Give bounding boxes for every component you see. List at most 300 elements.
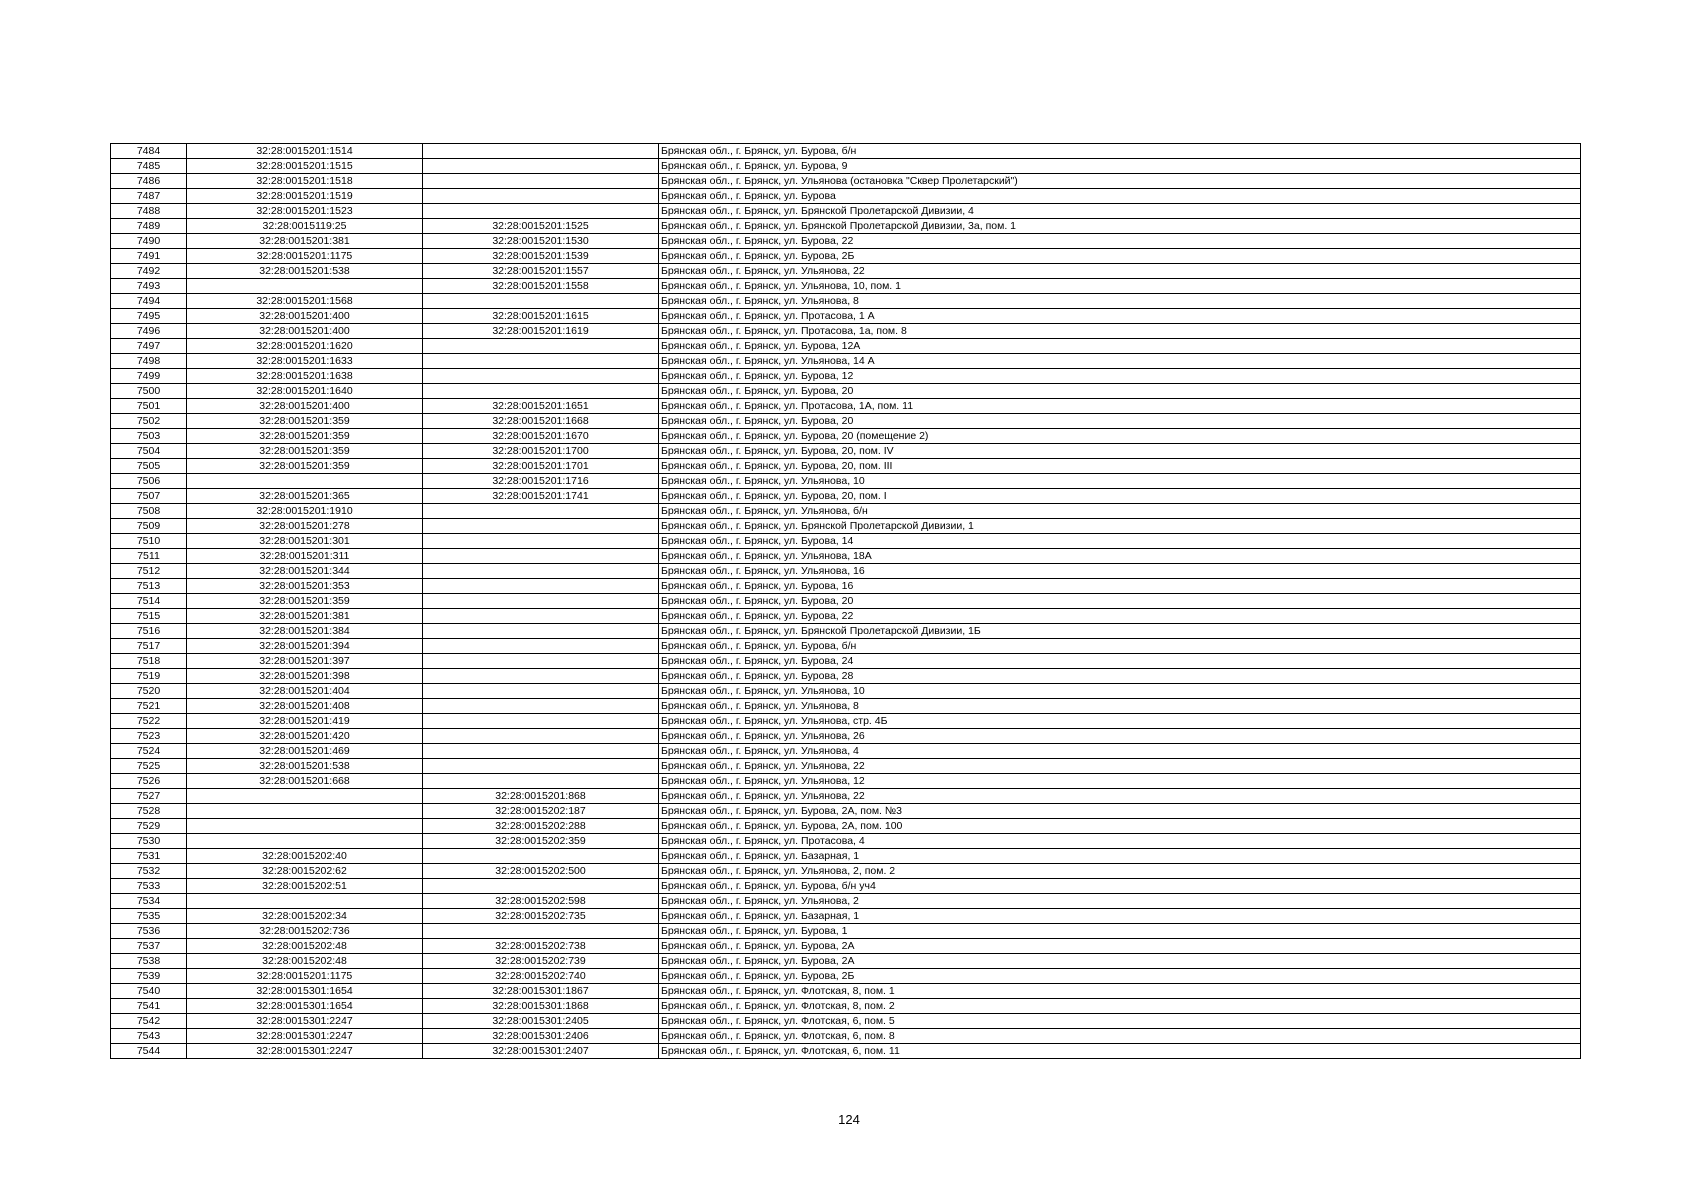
cadastral-number-cell: 32:28:0015201:365	[187, 489, 423, 504]
table-row	[111, 909, 1581, 924]
table-row	[111, 894, 1581, 909]
cadastral-number-cell: 32:28:0015301:2247	[187, 1014, 423, 1029]
table-row	[111, 519, 1581, 534]
row-number-cell: 7500	[111, 384, 187, 399]
address-cell: Брянская обл., г. Брянск, ул. Бурова, 2Б	[659, 249, 1581, 264]
address-cell: Брянская обл., г. Брянск, ул. Бурова, 20, пом. III	[659, 459, 1581, 474]
cadastral-number-cell: 32:28:0015201:538	[187, 759, 423, 774]
row-number-cell: 7541	[111, 999, 187, 1014]
cadastral-number-cell: 32:28:0015201:400	[187, 399, 423, 414]
row-number-cell: 7498	[111, 354, 187, 369]
related-cadastral-number-cell	[423, 144, 659, 159]
row-number-cell: 7493	[111, 279, 187, 294]
row-number-cell: 7544	[111, 1044, 187, 1059]
related-cadastral-number-cell	[423, 174, 659, 189]
cadastral-number-cell: 32:28:0015201:353	[187, 579, 423, 594]
address-cell: Брянская обл., г. Брянск, ул. Брянской Пролетарской Дивизии, 3а, пом. 1	[659, 219, 1581, 234]
cadastral-number-cell: 32:28:0015201:381	[187, 609, 423, 624]
cadastral-number-cell: 32:28:0015202:48	[187, 939, 423, 954]
table-row	[111, 849, 1581, 864]
cadastral-number-cell: 32:28:0015202:736	[187, 924, 423, 939]
row-number-cell: 7491	[111, 249, 187, 264]
address-cell: Брянская обл., г. Брянск, ул. Ульянова, стр. 4Б	[659, 714, 1581, 729]
cadastral-number-cell	[187, 834, 423, 849]
cadastral-number-cell: 32:28:0015201:359	[187, 414, 423, 429]
related-cadastral-number-cell	[423, 669, 659, 684]
row-number-cell: 7495	[111, 309, 187, 324]
cadastral-number-cell: 32:28:0015301:2247	[187, 1044, 423, 1059]
address-cell: Брянская обл., г. Брянск, ул. Ульянова, 10, пом. 1	[659, 279, 1581, 294]
address-cell: Брянская обл., г. Брянск, ул. Ульянова, 12	[659, 774, 1581, 789]
cadastral-number-cell: 32:28:0015201:301	[187, 534, 423, 549]
row-number-cell: 7540	[111, 984, 187, 999]
related-cadastral-number-cell: 32:28:0015201:1539	[423, 249, 659, 264]
address-cell: Брянская обл., г. Брянск, ул. Бурова, 14	[659, 534, 1581, 549]
table-row	[111, 684, 1581, 699]
related-cadastral-number-cell: 32:28:0015301:1867	[423, 984, 659, 999]
row-number-cell: 7537	[111, 939, 187, 954]
table-row	[111, 789, 1581, 804]
table-row	[111, 834, 1581, 849]
address-cell: Брянская обл., г. Брянск, ул. Бурова, 20 (помещение 2)	[659, 429, 1581, 444]
related-cadastral-number-cell: 32:28:0015201:1741	[423, 489, 659, 504]
address-cell: Брянская обл., г. Брянск, ул. Флотская, 6, пом. 8	[659, 1029, 1581, 1044]
row-number-cell: 7524	[111, 744, 187, 759]
cadastral-number-cell: 32:28:0015201:311	[187, 549, 423, 564]
row-number-cell: 7531	[111, 849, 187, 864]
related-cadastral-number-cell	[423, 204, 659, 219]
cadastral-number-cell: 32:28:0015201:381	[187, 234, 423, 249]
row-number-cell: 7497	[111, 339, 187, 354]
related-cadastral-number-cell	[423, 384, 659, 399]
related-cadastral-number-cell	[423, 699, 659, 714]
row-number-cell: 7501	[111, 399, 187, 414]
row-number-cell: 7521	[111, 699, 187, 714]
related-cadastral-number-cell: 32:28:0015301:1868	[423, 999, 659, 1014]
related-cadastral-number-cell	[423, 564, 659, 579]
address-cell: Брянская обл., г. Брянск, ул. Бурова	[659, 189, 1581, 204]
address-cell: Брянская обл., г. Брянск, ул. Бурова, 22	[659, 234, 1581, 249]
table-row	[111, 444, 1581, 459]
cadastral-number-cell: 32:28:0015201:420	[187, 729, 423, 744]
table-row	[111, 174, 1581, 189]
row-number-cell: 7533	[111, 879, 187, 894]
cadastral-number-cell	[187, 279, 423, 294]
table-row	[111, 804, 1581, 819]
cadastral-number-cell: 32:28:0015201:408	[187, 699, 423, 714]
address-cell: Брянская обл., г. Брянск, ул. Базарная, 1	[659, 909, 1581, 924]
address-cell: Брянская обл., г. Брянск, ул. Бурова, б/н уч4	[659, 879, 1581, 894]
address-cell: Брянская обл., г. Брянск, ул. Бурова, 28	[659, 669, 1581, 684]
row-number-cell: 7518	[111, 654, 187, 669]
address-cell: Брянская обл., г. Брянск, ул. Протасова, 1А, пом. 11	[659, 399, 1581, 414]
related-cadastral-number-cell	[423, 534, 659, 549]
related-cadastral-number-cell: 32:28:0015201:868	[423, 789, 659, 804]
cadastral-number-cell: 32:28:0015201:1638	[187, 369, 423, 384]
address-cell: Брянская обл., г. Брянск, ул. Ульянова, 22	[659, 789, 1581, 804]
row-number-cell: 7543	[111, 1029, 187, 1044]
related-cadastral-number-cell: 32:28:0015201:1700	[423, 444, 659, 459]
row-number-cell: 7535	[111, 909, 187, 924]
cadastral-number-cell	[187, 819, 423, 834]
table-row	[111, 594, 1581, 609]
related-cadastral-number-cell: 32:28:0015202:288	[423, 819, 659, 834]
row-number-cell: 7509	[111, 519, 187, 534]
table-row	[111, 1014, 1581, 1029]
related-cadastral-number-cell: 32:28:0015202:500	[423, 864, 659, 879]
table-row	[111, 864, 1581, 879]
table-row	[111, 774, 1581, 789]
cadastral-number-cell: 32:28:0015201:384	[187, 624, 423, 639]
table-row	[111, 879, 1581, 894]
row-number-cell: 7505	[111, 459, 187, 474]
cadastral-number-cell: 32:28:0015201:359	[187, 444, 423, 459]
address-cell: Брянская обл., г. Брянск, ул. Ульянова, 14 А	[659, 354, 1581, 369]
address-cell: Брянская обл., г. Брянск, ул. Бурова, 20	[659, 594, 1581, 609]
related-cadastral-number-cell	[423, 189, 659, 204]
related-cadastral-number-cell	[423, 654, 659, 669]
table-row	[111, 339, 1581, 354]
related-cadastral-number-cell: 32:28:0015202:735	[423, 909, 659, 924]
related-cadastral-number-cell	[423, 684, 659, 699]
related-cadastral-number-cell	[423, 549, 659, 564]
table-row	[111, 414, 1581, 429]
cadastral-number-cell: 32:28:0015301:1654	[187, 984, 423, 999]
related-cadastral-number-cell	[423, 849, 659, 864]
related-cadastral-number-cell	[423, 744, 659, 759]
cadastral-number-cell: 32:28:0015201:469	[187, 744, 423, 759]
cadastral-number-cell	[187, 804, 423, 819]
cadastral-number-cell: 32:28:0015201:400	[187, 309, 423, 324]
table-row	[111, 399, 1581, 414]
address-cell: Брянская обл., г. Брянск, ул. Бурова, 2А	[659, 954, 1581, 969]
related-cadastral-number-cell: 32:28:0015202:739	[423, 954, 659, 969]
row-number-cell: 7508	[111, 504, 187, 519]
table-row	[111, 924, 1581, 939]
row-number-cell: 7489	[111, 219, 187, 234]
cadastral-number-cell: 32:28:0015201:668	[187, 774, 423, 789]
address-cell: Брянская обл., г. Брянск, ул. Флотская, 8, пом. 1	[659, 984, 1581, 999]
row-number-cell: 7499	[111, 369, 187, 384]
related-cadastral-number-cell	[423, 159, 659, 174]
cadastral-number-cell: 32:28:0015202:62	[187, 864, 423, 879]
cadastral-number-cell: 32:28:0015201:359	[187, 459, 423, 474]
related-cadastral-number-cell	[423, 369, 659, 384]
address-cell: Брянская обл., г. Брянск, ул. Брянской Пролетарской Дивизии, 4	[659, 204, 1581, 219]
address-cell: Брянская обл., г. Брянск, ул. Ульянова (остановка "Сквер Пролетарский")	[659, 174, 1581, 189]
cadastral-number-cell: 32:28:0015201:398	[187, 669, 423, 684]
table-row	[111, 759, 1581, 774]
table-row	[111, 1044, 1581, 1059]
table-row	[111, 264, 1581, 279]
cadastral-number-cell: 32:28:0015201:1640	[187, 384, 423, 399]
address-cell: Брянская обл., г. Брянск, ул. Флотская, 6, пом. 5	[659, 1014, 1581, 1029]
row-number-cell: 7523	[111, 729, 187, 744]
address-cell: Брянская обл., г. Брянск, ул. Ульянова, 18А	[659, 549, 1581, 564]
table-row	[111, 159, 1581, 174]
table-row	[111, 369, 1581, 384]
address-cell: Брянская обл., г. Брянск, ул. Бурова, 24	[659, 654, 1581, 669]
related-cadastral-number-cell	[423, 339, 659, 354]
related-cadastral-number-cell: 32:28:0015301:2405	[423, 1014, 659, 1029]
table-row	[111, 429, 1581, 444]
table-row	[111, 474, 1581, 489]
cadastral-number-cell: 32:28:0015201:359	[187, 594, 423, 609]
cadastral-number-cell: 32:28:0015202:34	[187, 909, 423, 924]
table-row	[111, 219, 1581, 234]
cadastral-number-cell: 32:28:0015201:1519	[187, 189, 423, 204]
related-cadastral-number-cell: 32:28:0015201:1615	[423, 309, 659, 324]
row-number-cell: 7492	[111, 264, 187, 279]
table-row	[111, 309, 1581, 324]
row-number-cell: 7530	[111, 834, 187, 849]
related-cadastral-number-cell	[423, 294, 659, 309]
table-row	[111, 459, 1581, 474]
row-number-cell: 7520	[111, 684, 187, 699]
related-cadastral-number-cell	[423, 609, 659, 624]
row-number-cell: 7487	[111, 189, 187, 204]
address-cell: Брянская обл., г. Брянск, ул. Бурова, 20, пом. IV	[659, 444, 1581, 459]
row-number-cell: 7502	[111, 414, 187, 429]
related-cadastral-number-cell: 32:28:0015202:738	[423, 939, 659, 954]
cadastral-number-cell: 32:28:0015201:397	[187, 654, 423, 669]
cadastral-number-cell: 32:28:0015201:400	[187, 324, 423, 339]
table-row	[111, 609, 1581, 624]
row-number-cell: 7515	[111, 609, 187, 624]
table-row	[111, 294, 1581, 309]
cadastral-number-cell: 32:28:0015201:1514	[187, 144, 423, 159]
cadastral-number-cell: 32:28:0015201:1633	[187, 354, 423, 369]
address-cell: Брянская обл., г. Брянск, ул. Ульянова, 2, пом. 2	[659, 864, 1581, 879]
address-cell: Брянская обл., г. Брянск, ул. Бурова, 22	[659, 609, 1581, 624]
address-cell: Брянская обл., г. Брянск, ул. Брянской Пролетарской Дивизии, 1Б	[659, 624, 1581, 639]
address-cell: Брянская обл., г. Брянск, ул. Ульянова, 4	[659, 744, 1581, 759]
cadastral-number-cell	[187, 474, 423, 489]
row-number-cell: 7496	[111, 324, 187, 339]
cadastral-number-cell: 32:28:0015201:1523	[187, 204, 423, 219]
address-cell: Брянская обл., г. Брянск, ул. Ульянова, 10	[659, 474, 1581, 489]
cadastral-number-cell: 32:28:0015201:1568	[187, 294, 423, 309]
cadastral-number-cell: 32:28:0015201:419	[187, 714, 423, 729]
table-row	[111, 204, 1581, 219]
row-number-cell: 7534	[111, 894, 187, 909]
related-cadastral-number-cell: 32:28:0015201:1558	[423, 279, 659, 294]
row-number-cell: 7528	[111, 804, 187, 819]
address-cell: Брянская обл., г. Брянск, ул. Бурова, 16	[659, 579, 1581, 594]
address-cell: Брянская обл., г. Брянск, ул. Ульянова, 10	[659, 684, 1581, 699]
address-cell: Брянская обл., г. Брянск, ул. Ульянова, б/н	[659, 504, 1581, 519]
row-number-cell: 7532	[111, 864, 187, 879]
address-cell: Брянская обл., г. Брянск, ул. Протасова, 1 А	[659, 309, 1581, 324]
row-number-cell: 7490	[111, 234, 187, 249]
table-row	[111, 144, 1581, 159]
related-cadastral-number-cell	[423, 594, 659, 609]
address-cell: Брянская обл., г. Брянск, ул. Протасова, 4	[659, 834, 1581, 849]
cadastral-number-cell: 32:28:0015201:278	[187, 519, 423, 534]
related-cadastral-number-cell: 32:28:0015202:187	[423, 804, 659, 819]
row-number-cell: 7503	[111, 429, 187, 444]
cadastral-number-cell	[187, 789, 423, 804]
address-cell: Брянская обл., г. Брянск, ул. Ульянова, 8	[659, 294, 1581, 309]
address-cell: Брянская обл., г. Брянск, ул. Базарная, 1	[659, 849, 1581, 864]
cadastral-number-cell	[187, 894, 423, 909]
table-row	[111, 969, 1581, 984]
row-number-cell: 7504	[111, 444, 187, 459]
table-row	[111, 579, 1581, 594]
row-number-cell: 7494	[111, 294, 187, 309]
cadastral-number-cell: 32:28:0015201:1620	[187, 339, 423, 354]
row-number-cell: 7527	[111, 789, 187, 804]
row-number-cell: 7513	[111, 579, 187, 594]
address-cell: Брянская обл., г. Брянск, ул. Протасова, 1а, пом. 8	[659, 324, 1581, 339]
related-cadastral-number-cell: 32:28:0015201:1530	[423, 234, 659, 249]
address-cell: Брянская обл., г. Брянск, ул. Ульянова, 22	[659, 264, 1581, 279]
related-cadastral-number-cell	[423, 714, 659, 729]
related-cadastral-number-cell: 32:28:0015301:2407	[423, 1044, 659, 1059]
table-row	[111, 819, 1581, 834]
row-number-cell: 7536	[111, 924, 187, 939]
address-cell: Брянская обл., г. Брянск, ул. Бурова, б/н	[659, 144, 1581, 159]
related-cadastral-number-cell	[423, 354, 659, 369]
table-row	[111, 354, 1581, 369]
page-number: 124	[838, 1112, 860, 1127]
cadastral-number-cell: 32:28:0015202:51	[187, 879, 423, 894]
related-cadastral-number-cell: 32:28:0015202:359	[423, 834, 659, 849]
cadastral-number-cell: 32:28:0015201:344	[187, 564, 423, 579]
address-cell: Брянская обл., г. Брянск, ул. Ульянова, 8	[659, 699, 1581, 714]
address-cell: Брянская обл., г. Брянск, ул. Бурова, 2А	[659, 939, 1581, 954]
row-number-cell: 7539	[111, 969, 187, 984]
address-cell: Брянская обл., г. Брянск, ул. Бурова, 2А, пом. 100	[659, 819, 1581, 834]
table-row	[111, 549, 1581, 564]
address-cell: Брянская обл., г. Брянск, ул. Бурова, 2А, пом. №3	[659, 804, 1581, 819]
related-cadastral-number-cell: 32:28:0015201:1525	[423, 219, 659, 234]
cadastral-number-cell: 32:28:0015301:1654	[187, 999, 423, 1014]
related-cadastral-number-cell	[423, 879, 659, 894]
related-cadastral-number-cell: 32:28:0015201:1668	[423, 414, 659, 429]
table-row	[111, 234, 1581, 249]
table-row	[111, 669, 1581, 684]
related-cadastral-number-cell: 32:28:0015301:2406	[423, 1029, 659, 1044]
related-cadastral-number-cell: 32:28:0015201:1651	[423, 399, 659, 414]
table-row	[111, 489, 1581, 504]
row-number-cell: 7516	[111, 624, 187, 639]
table-row	[111, 384, 1581, 399]
cadastral-number-cell: 32:28:0015201:538	[187, 264, 423, 279]
cadastral-number-cell: 32:28:0015201:1175	[187, 249, 423, 264]
related-cadastral-number-cell: 32:28:0015201:1557	[423, 264, 659, 279]
table-row	[111, 504, 1581, 519]
address-cell: Брянская обл., г. Брянск, ул. Ульянова, 26	[659, 729, 1581, 744]
row-number-cell: 7510	[111, 534, 187, 549]
row-number-cell: 7507	[111, 489, 187, 504]
table-row	[111, 729, 1581, 744]
table-row	[111, 564, 1581, 579]
address-cell: Брянская обл., г. Брянск, ул. Бурова, б/н	[659, 639, 1581, 654]
registry-table	[110, 143, 1581, 1059]
related-cadastral-number-cell	[423, 729, 659, 744]
table-row	[111, 249, 1581, 264]
row-number-cell: 7514	[111, 594, 187, 609]
related-cadastral-number-cell	[423, 624, 659, 639]
table-row	[111, 654, 1581, 669]
table-row	[111, 999, 1581, 1014]
address-cell: Брянская обл., г. Брянск, ул. Брянской Пролетарской Дивизии, 1	[659, 519, 1581, 534]
table-row	[111, 939, 1581, 954]
address-cell: Брянская обл., г. Брянск, ул. Бурова, 2Б	[659, 969, 1581, 984]
related-cadastral-number-cell	[423, 579, 659, 594]
address-cell: Брянская обл., г. Брянск, ул. Ульянова, 2	[659, 894, 1581, 909]
related-cadastral-number-cell	[423, 924, 659, 939]
address-cell: Брянская обл., г. Брянск, ул. Флотская, 6, пом. 11	[659, 1044, 1581, 1059]
table-row	[111, 534, 1581, 549]
row-number-cell: 7512	[111, 564, 187, 579]
row-number-cell: 7525	[111, 759, 187, 774]
table-row	[111, 954, 1581, 969]
row-number-cell: 7519	[111, 669, 187, 684]
cadastral-number-cell: 32:28:0015119:25	[187, 219, 423, 234]
row-number-cell: 7485	[111, 159, 187, 174]
cadastral-number-cell: 32:28:0015301:2247	[187, 1029, 423, 1044]
address-cell: Брянская обл., г. Брянск, ул. Бурова, 12	[659, 369, 1581, 384]
row-number-cell: 7511	[111, 549, 187, 564]
row-number-cell: 7486	[111, 174, 187, 189]
address-cell: Брянская обл., г. Брянск, ул. Флотская, 8, пом. 2	[659, 999, 1581, 1014]
row-number-cell: 7542	[111, 1014, 187, 1029]
cadastral-number-cell: 32:28:0015201:1518	[187, 174, 423, 189]
address-cell: Брянская обл., г. Брянск, ул. Ульянова, 22	[659, 759, 1581, 774]
registry-table-body	[111, 144, 1581, 1059]
related-cadastral-number-cell: 32:28:0015201:1716	[423, 474, 659, 489]
address-cell: Брянская обл., г. Брянск, ул. Бурова, 1	[659, 924, 1581, 939]
row-number-cell: 7484	[111, 144, 187, 159]
table-row	[111, 324, 1581, 339]
cadastral-number-cell: 32:28:0015201:404	[187, 684, 423, 699]
related-cadastral-number-cell: 32:28:0015201:1670	[423, 429, 659, 444]
row-number-cell: 7517	[111, 639, 187, 654]
table-row	[111, 714, 1581, 729]
row-number-cell: 7488	[111, 204, 187, 219]
related-cadastral-number-cell	[423, 759, 659, 774]
table-row	[111, 699, 1581, 714]
related-cadastral-number-cell	[423, 639, 659, 654]
address-cell: Брянская обл., г. Брянск, ул. Бурова, 12А	[659, 339, 1581, 354]
related-cadastral-number-cell	[423, 519, 659, 534]
row-number-cell: 7522	[111, 714, 187, 729]
table-row	[111, 1029, 1581, 1044]
cadastral-number-cell: 32:28:0015202:48	[187, 954, 423, 969]
cadastral-number-cell: 32:28:0015202:40	[187, 849, 423, 864]
related-cadastral-number-cell: 32:28:0015201:1701	[423, 459, 659, 474]
address-cell: Брянская обл., г. Брянск, ул. Бурова, 20, пом. I	[659, 489, 1581, 504]
address-cell: Брянская обл., г. Брянск, ул. Бурова, 9	[659, 159, 1581, 174]
table-row	[111, 189, 1581, 204]
row-number-cell: 7526	[111, 774, 187, 789]
related-cadastral-number-cell	[423, 504, 659, 519]
row-number-cell: 7529	[111, 819, 187, 834]
cadastral-number-cell: 32:28:0015201:359	[187, 429, 423, 444]
address-cell: Брянская обл., г. Брянск, ул. Ульянова, 16	[659, 564, 1581, 579]
cadastral-number-cell: 32:28:0015201:394	[187, 639, 423, 654]
table-row	[111, 624, 1581, 639]
cadastral-number-cell: 32:28:0015201:1175	[187, 969, 423, 984]
cadastral-number-cell: 32:28:0015201:1515	[187, 159, 423, 174]
table-row	[111, 639, 1581, 654]
table-row	[111, 279, 1581, 294]
related-cadastral-number-cell: 32:28:0015202:598	[423, 894, 659, 909]
table-row	[111, 744, 1581, 759]
related-cadastral-number-cell	[423, 774, 659, 789]
